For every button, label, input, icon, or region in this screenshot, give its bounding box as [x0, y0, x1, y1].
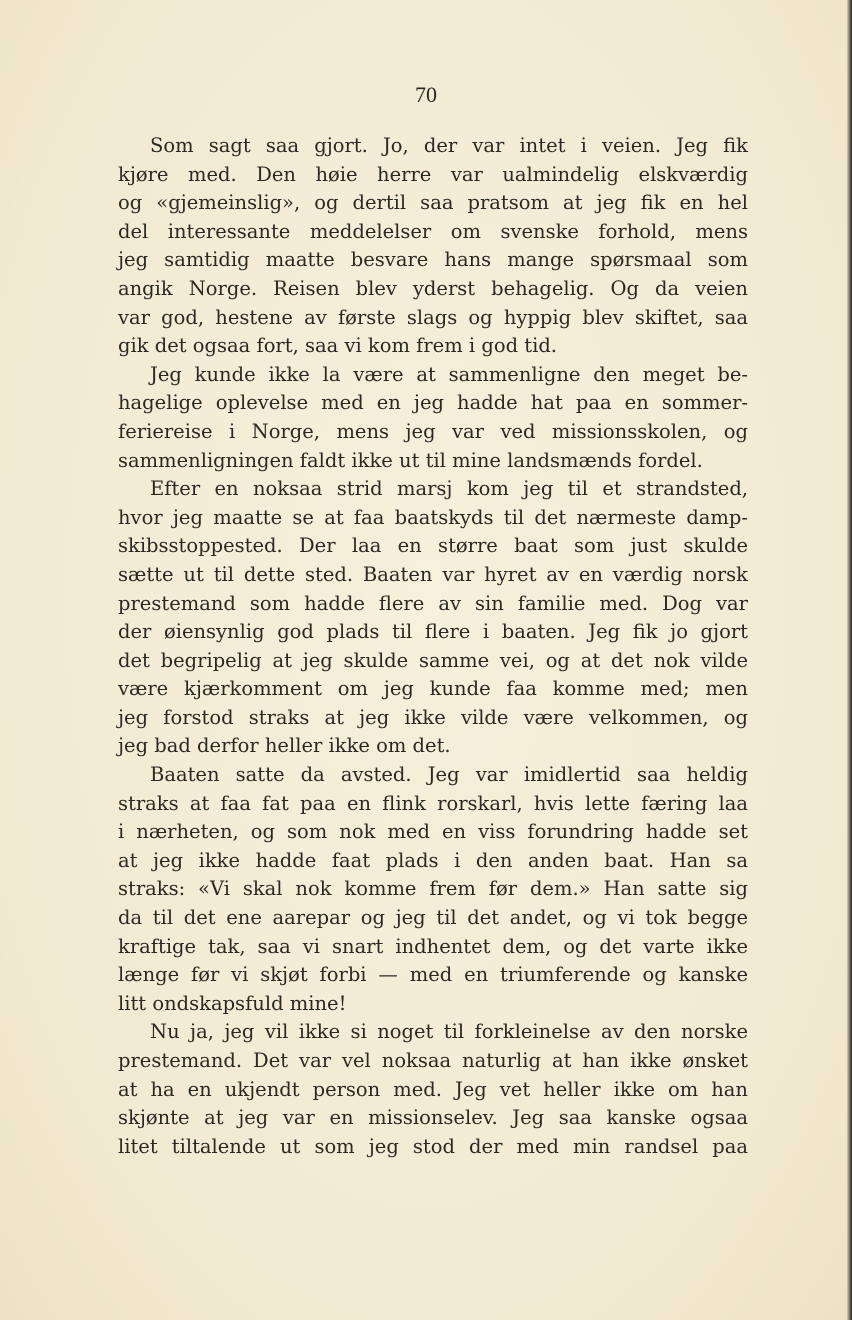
text-line: at jeg ikke hadde faat plads i den anden baat. Han sa	[118, 848, 748, 872]
text-line: at ha en ukjendt person med. Jeg vet heller ikke om han	[118, 1077, 748, 1101]
text-line: og «gjemeinslig», og dertil saa pratsom at jeg fik en hel	[118, 191, 748, 215]
text-line: angik Norge. Reisen blev yderst behagelig. Og da veien	[118, 276, 748, 300]
text-line: da til det ene aarepar og jeg til det andet, og vi tok begge	[118, 906, 748, 930]
text-line: prestemand. Det var vel noksaa naturlig at han ikke ønsket	[118, 1049, 748, 1072]
text-line: Som sagt saa gjort. Jo, der var intet i veien. Jeg fik	[150, 134, 748, 157]
text-line: jeg bad derfor heller ikke om det.	[118, 734, 451, 758]
text-line: længe før vi skjøt forbi — med en triumferende og kanske	[118, 963, 748, 987]
text-line: skjønte at jeg var en missionselev. Jeg saa kanske ogsaa	[118, 1106, 748, 1130]
page-edge	[847, 0, 852, 1320]
body-text	[118, 132, 748, 1161]
text-line: der øiensynlig god plads til flere i baaten. Jeg fik jo gjort	[118, 620, 748, 644]
text-line: jeg forstod straks at jeg ikke vilde være velkommen, og	[118, 705, 748, 729]
text-line: litt ondskapsfuld mine!	[118, 991, 347, 1015]
text-line: være kjærkomment om jeg kunde faa komme med; men	[118, 677, 748, 701]
text-line: sætte ut til dette sted. Baaten var hyret av en værdig norsk	[118, 562, 748, 586]
text-line: prestemand som hadde flere av sin familie med. Dog var	[118, 591, 748, 615]
text-line: det begripelig at jeg skulde samme vei, og at det nok vilde	[118, 648, 748, 672]
text-line: litet tiltalende ut som jeg stod der med min randsel paa	[118, 1134, 748, 1158]
text-line: kraftige tak, saa vi snart indhentet dem, og det varte ikke	[118, 934, 748, 958]
text-line: gik det ogsaa fort, saa vi kom frem i god tid.	[118, 334, 557, 358]
text-line: hvor jeg maatte se at faa baatskyds til det nærmeste damp-	[118, 505, 748, 529]
text-line: straks at faa fat paa en flink rorskarl, hvis lette færing laa	[118, 791, 748, 815]
text-line: Nu ja, jeg vil ikke si noget til forkleinelse av den norske	[150, 1020, 748, 1044]
text-line: var god, hestene av første slags og hyppig blev skiftet, saa	[118, 305, 748, 329]
text-line: feriereise i Norge, mens jeg var ved missionsskolen, og	[118, 419, 748, 443]
text-line: kjøre med. Den høie herre var ualmindelig elskværdig	[118, 162, 748, 186]
text-line: Efter en noksaa strid marsj kom jeg til et strandsted,	[150, 477, 748, 501]
text-line: sammenligningen faldt ikke ut til mine landsmænds fordel.	[118, 448, 703, 472]
text-line: straks: «Vi skal nok komme frem før dem.» Han satte sig	[118, 877, 748, 901]
text-line: skibsstoppested. Der laa en større baat som just skulde	[118, 534, 748, 558]
text-line: hagelige oplevelse med en jeg hadde hat paa en sommer-	[118, 391, 748, 415]
text-line: i nærheten, og som nok med en viss forundring hadde set	[118, 820, 748, 844]
text-line: Jeg kunde ikke la være at sammenligne den meget be-	[150, 362, 748, 386]
page-number: 70	[415, 82, 437, 107]
text-line: Baaten satte da avsted. Jeg var imidlertid saa heldig	[150, 763, 748, 787]
text-line: jeg samtidig maatte besvare hans mange spørsmaal som	[118, 248, 748, 272]
text-line: del interessante meddelelser om svenske forhold, mens	[118, 219, 748, 243]
